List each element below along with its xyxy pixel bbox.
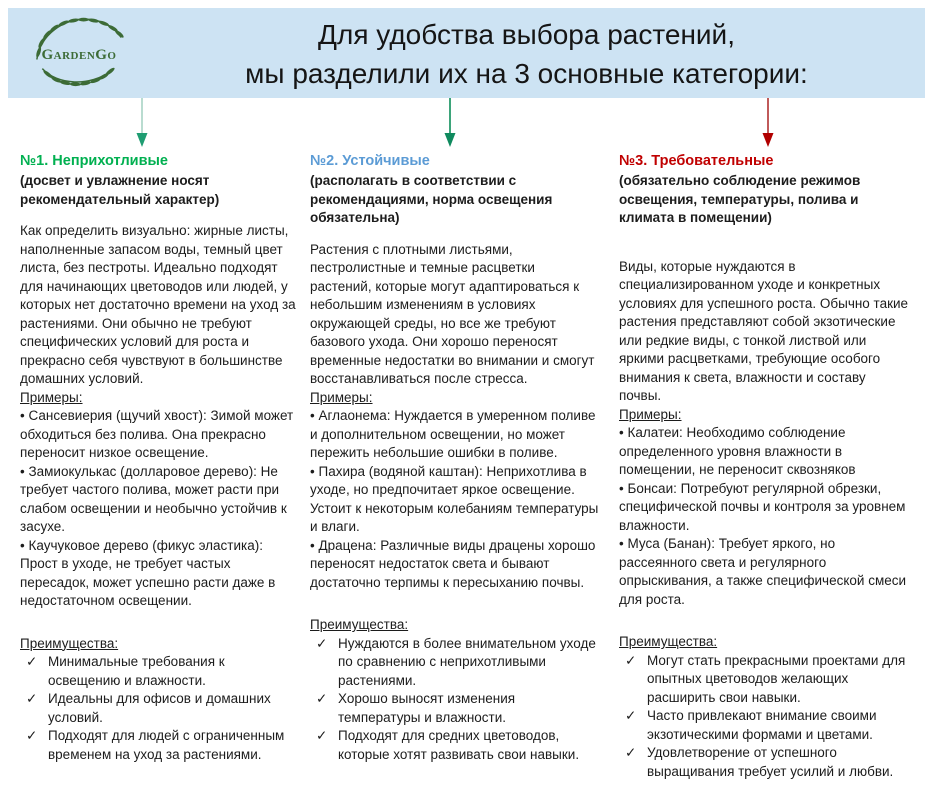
advantage-item: ✓ Минимальные требования к освещению и влажности.	[20, 653, 297, 690]
category-title: №3. Требовательные	[619, 153, 774, 169]
category-title: №1. Неприхотливые	[20, 153, 168, 169]
example-item: • Драцена: Различные виды драцены хорошо переносят недостаток света и бывают достаточно терпимы к пересыханию почвы.	[310, 537, 600, 593]
gardengo-logo	[24, 10, 134, 98]
example-item: • Аглаонема: Нуждается в умеренном поливе и дополнительном освещении, но может пережить небольшие ошибки в поливе.	[310, 407, 600, 463]
category-description: Как определить визуально: жирные листы, наполненные запасом воды, темный цвет листа, без пестроты. Идеально подходят для начинающих цветоводов или людей, у которых нет достаточно времени на уход за растениями. Они обычно не требуют специфических условий для роста и прекрасно себя чувствуют в большинстве домашних условий.	[20, 223, 296, 386]
example-item: • Муса (Банан): Требует яркого, но рассеянного света и регулярного опрыскивания, а также специфической смеси для роста.	[619, 535, 910, 609]
example-item: • Пахира (водяной каштан): Неприхотлива в уходе, но предпочитает яркое освещение. Устоит к некоторым колебаниям температуры и влаги.	[310, 463, 600, 537]
advantages-label: Преимущества:	[619, 634, 718, 649]
category-subtitle: (обязательно соблюдение режимов освещения, температуры, полива и климата в помещении)	[619, 173, 861, 225]
category-subtitle: (досвет и увлажнение носят рекомендательный характер)	[20, 173, 220, 207]
down-arrow-icon-3	[760, 98, 776, 148]
category-column-3	[619, 152, 910, 781]
example-item: • Калатеи: Необходимо соблюдение определенного уровня влажности в помещении, не переносит сквозняков	[619, 424, 910, 480]
advantage-item: ✓ Удовлетворение от успешного выращивания требует усилий и любви.	[619, 744, 910, 781]
examples-label: Примеры:	[310, 389, 373, 405]
advantage-item: ✓ Нуждаются в более внимательном уходе по сравнению с неприхотливыми растениями.	[310, 635, 600, 691]
examples-label: Примеры:	[619, 406, 682, 422]
category-column-2	[310, 152, 600, 781]
category-subtitle: (располагать в соответствии с рекомендациями, норма освещения обязательна)	[310, 173, 553, 225]
page-title-line2: мы разделили их на 3 основные категории:	[245, 58, 808, 89]
columns-container	[20, 152, 910, 781]
advantages-label: Преимущества:	[310, 617, 409, 632]
category-column-1	[20, 152, 297, 781]
examples-label: Примеры:	[20, 389, 83, 405]
category-description: Виды, которые нуждаются в специализированном уходе и конкретных условиях для успешного роста. Обычно такие растения представляют собой экзотические или редкие виды, с тонкой листвой или яркими расцветками, требующие особого внимания к света, влажности и составу почвы.	[619, 258, 909, 403]
advantage-item: ✓ Могут стать прекрасными проектами для опытных цветоводов желающих расширить свои навыки.	[619, 652, 910, 708]
advantage-item: ✓ Подходят для людей с ограниченным временем на уход за растениями.	[20, 727, 297, 764]
example-item: • Бонсаи: Потребуют регулярной обрезки, специфической почвы и контроля за уровнем влажности.	[619, 480, 910, 536]
advantages-label: Преимущества:	[20, 635, 119, 651]
advantage-item: ✓ Идеальны для офисов и домашних условий.	[20, 690, 297, 727]
example-item: • Замиокулькас (долларовое дерево): Не требует частого полива, может расти при слабом освещении и необычно устойчив к засухе.	[20, 463, 297, 537]
page-title	[140, 15, 913, 93]
example-item: • Сансевиерия (щучий хвост): Зимой может обходиться без полива. Она прекрасно переносит низкое освещение.	[20, 407, 297, 463]
category-title: №2. Устойчивые	[310, 153, 430, 169]
advantage-item: ✓ Подходят для средних цветоводов, которые хотят развивать свои навыки.	[310, 727, 600, 764]
category-description: Растения с плотными листьями, пестролистные и темные расцветки растений, которые могут адаптироваться к небольшим изменениям в условиях окружающей среды, но все же требуют базового ухода. Они хорошо переносят временные недостатки во внимании и смогут восстанавливаться после стресса.	[310, 241, 595, 386]
header-banner	[8, 8, 925, 98]
example-item: • Каучуковое дерево (фикус эластика): Прост в уходе, не требует частых пересадок, может успешно расти даже в недостаточном освещении.	[20, 537, 297, 611]
down-arrow-icon-1	[134, 98, 150, 148]
page-title-line1: Для удобства выбора растений,	[318, 19, 735, 50]
logo-text: GardenGo	[41, 47, 117, 63]
advantage-item: ✓ Хорошо выносят изменения температуры и влажности.	[310, 690, 600, 727]
down-arrow-icon-2	[442, 98, 458, 148]
advantage-item: ✓ Часто привлекают внимание своими экзотическими формами и цветами.	[619, 707, 910, 744]
